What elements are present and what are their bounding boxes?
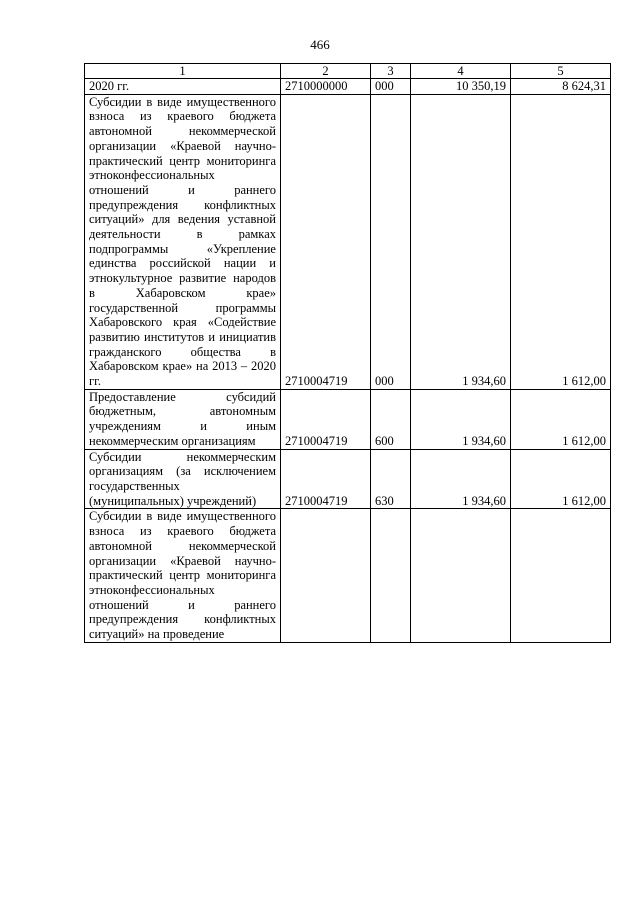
row-amount-5 [511,509,611,642]
row-amount-4: 10 350,19 [411,79,511,95]
table-row [85,389,611,449]
row-target-code [281,509,371,642]
row-expense-type: 630 [371,449,411,509]
row-expense-type [371,509,411,642]
row-expense-type: 000 [371,79,411,95]
row-target-code: 2710004719 [281,389,371,449]
header-row [85,64,611,79]
page-number: 466 [310,37,330,52]
row-expense-type: 000 [371,94,411,389]
row-amount-5: 1 612,00 [511,94,611,389]
table-body [85,79,611,643]
table-row [85,79,611,95]
table-row [85,449,611,509]
row-name: Субсидии в виде имущественного взноса из краевого бюджета автономной некоммерческой организации «Краевой научно-практический центр мониторинга этноконфессиональных отношений и раннего предупреждения конфликтных ситуаций» на проведение [85,509,281,642]
table-row [85,509,611,642]
row-name: Субсидии в виде имущественного взноса из краевого бюджета автономной некоммерческой организации «Краевой научно-практический центр мониторинга этноконфессиональных отношений и раннего предупреждения конфликтных ситуаций» для ведения уставной деятельности в рамках подпрограммы «Укрепление единства российской нации и этнокультурное развитие народов в Хабаровском крае» государственной программы Хабаровского края «Содействие развитию институтов и инициатив гражданского общества в Хабаровском крае» на 2013 – 2020 гг. [85,94,281,389]
row-expense-type: 600 [371,389,411,449]
row-amount-4: 1 934,60 [411,94,511,389]
row-target-code: 2710004719 [281,94,371,389]
row-target-code: 2710000000 [281,79,371,95]
table-header [85,64,611,79]
row-amount-5: 1 612,00 [511,449,611,509]
table-row [85,94,611,389]
row-amount-4: 1 934,60 [411,449,511,509]
row-name: Субсидии некоммерческим организациям (за исключением государственных (муниципальных) учреждений) [85,449,281,509]
column-header-3: 3 [371,64,411,79]
column-header-4: 4 [411,64,511,79]
budget-table [84,63,611,643]
column-header-5: 5 [511,64,611,79]
row-name: Предоставление субсидий бюджетным, автономным учреждениям и иным некоммерческим организациям [85,389,281,449]
row-target-code: 2710004719 [281,449,371,509]
column-header-2: 2 [281,64,371,79]
row-amount-4: 1 934,60 [411,389,511,449]
row-amount-5: 8 624,31 [511,79,611,95]
row-amount-4 [411,509,511,642]
column-header-1: 1 [85,64,281,79]
row-amount-5: 1 612,00 [511,389,611,449]
row-name: 2020 гг. [85,79,281,95]
